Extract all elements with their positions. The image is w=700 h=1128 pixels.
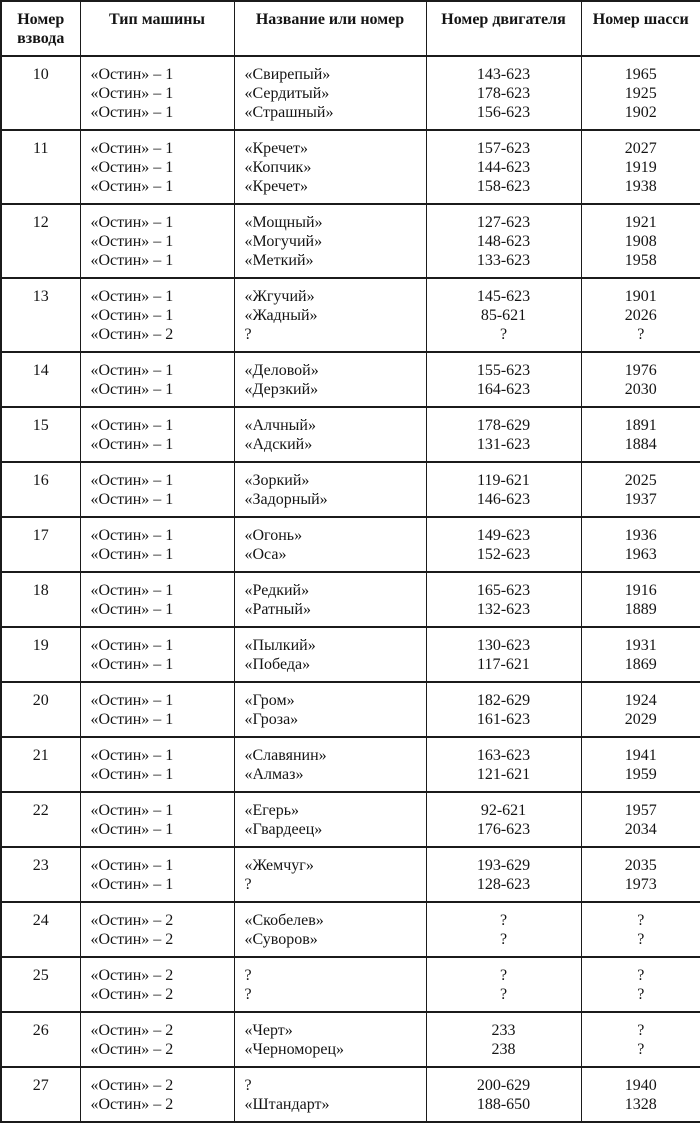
header-engine-number: Номер двигателя — [426, 1, 581, 56]
cell-line: «Остин» – 1 — [90, 692, 174, 709]
cell-line: 161-623 — [476, 711, 531, 728]
header-chassis-number: Номер шасси — [581, 1, 700, 56]
cell-line: 200-629 — [476, 1077, 531, 1094]
cell-line: «Остин» – 1 — [90, 747, 174, 764]
name-or-number-cell — [234, 130, 426, 204]
name-or-number-cell — [234, 957, 426, 1012]
chassis-number-cell — [581, 572, 700, 627]
cell-line: «Кречет» — [244, 140, 309, 157]
cell-line: «Остин» – 1 — [90, 582, 174, 599]
cell-line: «Остин» – 2 — [90, 1077, 174, 1094]
cell-line: «Жгучий» — [244, 288, 315, 305]
cell-line: 2027 — [624, 140, 657, 157]
platoon-number-cell: 22 — [1, 792, 80, 847]
cell-line: «Остин» – 1 — [90, 546, 174, 563]
machine-type-cell — [80, 130, 234, 204]
cell-line: 117-621 — [477, 656, 530, 673]
cell-line: «Остин» – 1 — [90, 288, 174, 305]
chassis-number-cell — [581, 517, 700, 572]
cell-line: 2030 — [624, 381, 657, 398]
engine-number-cell — [426, 957, 581, 1012]
table-row — [1, 407, 700, 462]
cell-line: 1976 — [624, 362, 657, 379]
cell-line: 188-650 — [476, 1096, 531, 1113]
cell-line: 1957 — [624, 802, 657, 819]
cell-line: «Остин» – 1 — [90, 472, 174, 489]
cell-line: «Черноморец» — [244, 1041, 345, 1058]
cell-line: «Копчик» — [244, 159, 312, 176]
cell-line: 1908 — [624, 233, 657, 250]
cell-line: 1869 — [624, 656, 657, 673]
cell-line: 1936 — [624, 527, 657, 544]
name-or-number-cell — [234, 352, 426, 407]
cell-line: 127-623 — [476, 214, 531, 231]
cell-line: 163-623 — [476, 747, 531, 764]
cell-line: 1965 — [624, 66, 657, 83]
cell-line: 152-623 — [476, 546, 531, 563]
name-or-number-cell — [234, 1012, 426, 1067]
cell-line: 1973 — [624, 876, 657, 893]
cell-line: ? — [244, 967, 252, 984]
cell-line: 146-623 — [476, 491, 531, 508]
cell-line: ? — [499, 967, 508, 984]
cell-line: 1889 — [624, 601, 657, 618]
cell-line: «Остин» – 1 — [90, 821, 174, 838]
cell-line: «Остин» – 1 — [90, 656, 174, 673]
table-row — [1, 204, 700, 278]
chassis-number-cell — [581, 56, 700, 130]
engine-number-cell — [426, 130, 581, 204]
cell-line: «Могучий» — [244, 233, 323, 250]
table-row — [1, 278, 700, 352]
cell-line: «Остин» – 1 — [90, 178, 174, 195]
cell-line: «Остин» – 2 — [90, 912, 174, 929]
cell-line: 2029 — [624, 711, 657, 728]
machine-type-cell — [80, 682, 234, 737]
cell-line: 1921 — [624, 214, 657, 231]
cell-line: «Остин» – 2 — [90, 326, 174, 343]
cell-line: «Остин» – 1 — [90, 857, 174, 874]
cell-line: «Победа» — [244, 656, 311, 673]
cell-line: 144-623 — [476, 159, 531, 176]
cell-line: 1963 — [624, 546, 657, 563]
engine-number-cell — [426, 902, 581, 957]
platoon-number-cell: 10 — [1, 56, 80, 130]
cell-line: 131-623 — [476, 436, 531, 453]
chassis-number-cell — [581, 204, 700, 278]
chassis-number-cell — [581, 627, 700, 682]
name-or-number-cell — [234, 572, 426, 627]
platoon-number-cell: 25 — [1, 957, 80, 1012]
cell-line: ? — [499, 931, 508, 948]
cell-line: 119-621 — [477, 472, 530, 489]
cell-line: «Мощный» — [244, 214, 323, 231]
header-row — [1, 1, 700, 56]
cell-line: «Деловой» — [244, 362, 319, 379]
cell-line: 178-623 — [476, 85, 531, 102]
table-row — [1, 957, 700, 1012]
chassis-number-cell — [581, 957, 700, 1012]
platoon-number-cell: 14 — [1, 352, 80, 407]
cell-line: «Остин» – 1 — [90, 491, 174, 508]
cell-line: 2026 — [624, 307, 657, 324]
cell-line: 2025 — [624, 472, 657, 489]
machine-type-cell — [80, 627, 234, 682]
cell-line: «Остин» – 1 — [90, 766, 174, 783]
cell-line: 176-623 — [476, 821, 531, 838]
cell-line: «Адский» — [244, 436, 313, 453]
table-row — [1, 792, 700, 847]
cell-line: ? — [499, 986, 508, 1003]
cell-line: 157-623 — [476, 140, 531, 157]
cell-line: «Гром» — [244, 692, 295, 709]
cell-line: 1938 — [624, 178, 657, 195]
cell-line: «Черт» — [244, 1022, 293, 1039]
cell-line: 1941 — [624, 747, 657, 764]
cell-line: «Пылкий» — [244, 637, 316, 654]
cell-line: ? — [637, 931, 645, 948]
cell-line: 1328 — [624, 1096, 657, 1113]
machine-type-cell — [80, 462, 234, 517]
cell-line: ? — [499, 326, 508, 343]
cell-line: ? — [637, 326, 645, 343]
cell-line: «Гроза» — [244, 711, 299, 728]
table-row — [1, 1067, 700, 1122]
cell-line: «Егерь» — [244, 802, 300, 819]
cell-line: ? — [244, 326, 252, 343]
table-row — [1, 352, 700, 407]
platoon-number-cell: 27 — [1, 1067, 80, 1122]
cell-line: «Остин» – 2 — [90, 1022, 174, 1039]
table-row — [1, 572, 700, 627]
table-row — [1, 737, 700, 792]
cell-line: «Остин» – 1 — [90, 711, 174, 728]
cell-line: 1902 — [624, 104, 657, 121]
engine-number-cell — [426, 737, 581, 792]
machine-type-cell — [80, 957, 234, 1012]
cell-line: «Огонь» — [244, 527, 303, 544]
header-platoon-number: Номер взвода — [1, 1, 80, 56]
chassis-number-cell — [581, 902, 700, 957]
engine-number-cell — [426, 278, 581, 352]
platoon-number-cell: 23 — [1, 847, 80, 902]
cell-line: 158-623 — [476, 178, 531, 195]
table-body — [1, 56, 700, 1122]
name-or-number-cell — [234, 407, 426, 462]
machine-type-cell — [80, 278, 234, 352]
machine-type-cell — [80, 792, 234, 847]
cell-line: «Свирепый» — [244, 66, 331, 83]
chassis-number-cell — [581, 352, 700, 407]
name-or-number-cell — [234, 278, 426, 352]
cell-line: «Остин» – 2 — [90, 986, 174, 1003]
cell-line: «Остин» – 1 — [90, 637, 174, 654]
engine-number-cell — [426, 56, 581, 130]
cell-line: «Остин» – 1 — [90, 876, 174, 893]
platoon-number-cell: 21 — [1, 737, 80, 792]
cell-line: 233 — [491, 1022, 516, 1039]
cell-line: «Остин» – 1 — [90, 417, 174, 434]
machine-type-cell — [80, 407, 234, 462]
cell-line: ? — [244, 876, 252, 893]
cell-line: 85-621 — [480, 307, 527, 324]
cell-line: «Остин» – 1 — [90, 159, 174, 176]
table-row — [1, 682, 700, 737]
cell-line: ? — [637, 967, 645, 984]
cell-line: «Гвардеец» — [244, 821, 323, 838]
cell-line: 1931 — [624, 637, 657, 654]
engine-number-cell — [426, 204, 581, 278]
chassis-number-cell — [581, 792, 700, 847]
cell-line: «Остин» – 1 — [90, 381, 174, 398]
name-or-number-cell — [234, 627, 426, 682]
cell-line: 1919 — [624, 159, 657, 176]
cell-line: 156-623 — [476, 104, 531, 121]
cell-line: 148-623 — [476, 233, 531, 250]
header-machine-type: Тип машины — [80, 1, 234, 56]
cell-line: 155-623 — [476, 362, 531, 379]
cell-line: «Кречет» — [244, 178, 309, 195]
table-row — [1, 627, 700, 682]
cell-line: «Остин» – 1 — [90, 233, 174, 250]
cell-line: «Остин» – 1 — [90, 601, 174, 618]
table-row — [1, 847, 700, 902]
cell-line: 1937 — [624, 491, 657, 508]
platoon-number-cell: 11 — [1, 130, 80, 204]
chassis-number-cell — [581, 407, 700, 462]
cell-line: «Скобелев» — [244, 912, 324, 929]
cell-line: 133-623 — [476, 252, 531, 269]
platoon-number-cell: 15 — [1, 407, 80, 462]
name-or-number-cell — [234, 56, 426, 130]
chassis-number-cell — [581, 1067, 700, 1122]
cell-line: «Остин» – 1 — [90, 802, 174, 819]
cell-line: «Остин» – 1 — [90, 85, 174, 102]
name-or-number-cell — [234, 902, 426, 957]
cell-line: «Суворов» — [244, 931, 318, 948]
table-row — [1, 130, 700, 204]
cell-line: 182-629 — [476, 692, 531, 709]
engine-number-cell — [426, 407, 581, 462]
engine-number-cell — [426, 682, 581, 737]
cell-line: «Алмаз» — [244, 766, 304, 783]
name-or-number-cell — [234, 682, 426, 737]
machine-type-cell — [80, 352, 234, 407]
platoon-number-cell: 20 — [1, 682, 80, 737]
cell-line: «Остин» – 1 — [90, 66, 174, 83]
cell-line: «Редкий» — [244, 582, 310, 599]
name-or-number-cell — [234, 792, 426, 847]
name-or-number-cell — [234, 204, 426, 278]
cell-line: ? — [637, 912, 645, 929]
machine-type-cell — [80, 1012, 234, 1067]
cell-line: 193-629 — [476, 857, 531, 874]
cell-line: «Остин» – 2 — [90, 931, 174, 948]
cell-line: 1884 — [624, 436, 657, 453]
cell-line: 149-623 — [476, 527, 531, 544]
name-or-number-cell — [234, 737, 426, 792]
cell-line: «Алчный» — [244, 417, 316, 434]
machine-type-cell — [80, 56, 234, 130]
table-row — [1, 902, 700, 957]
engine-number-cell — [426, 352, 581, 407]
cell-line: 145-623 — [476, 288, 531, 305]
cell-line: ? — [637, 986, 645, 1003]
cell-line: «Задорный» — [244, 491, 328, 508]
name-or-number-cell — [234, 847, 426, 902]
cell-line: «Сердитый» — [244, 85, 330, 102]
cell-line: 2034 — [624, 821, 657, 838]
machine-type-cell — [80, 902, 234, 957]
table-row — [1, 1012, 700, 1067]
machine-type-cell — [80, 204, 234, 278]
cell-line: ? — [244, 1077, 252, 1094]
cell-line: «Дерзкий» — [244, 381, 319, 398]
machine-type-cell — [80, 1067, 234, 1122]
platoon-number-cell: 12 — [1, 204, 80, 278]
cell-line: «Ратный» — [244, 601, 311, 618]
engine-number-cell — [426, 1067, 581, 1122]
cell-line: ? — [499, 912, 508, 929]
machine-type-cell — [80, 847, 234, 902]
cell-line: «Остин» – 1 — [90, 140, 174, 157]
chassis-number-cell — [581, 682, 700, 737]
cell-line: «Страшный» — [244, 104, 334, 121]
cell-line: 2035 — [624, 857, 657, 874]
cell-line: 92-621 — [480, 802, 527, 819]
platoon-number-cell: 26 — [1, 1012, 80, 1067]
cell-line: «Меткий» — [244, 252, 314, 269]
header-name-or-number: Название или номер — [234, 1, 426, 56]
cell-line: «Штандарт» — [244, 1096, 330, 1113]
chassis-number-cell — [581, 278, 700, 352]
name-or-number-cell — [234, 517, 426, 572]
cell-line: «Жадный» — [244, 307, 318, 324]
platoon-number-cell: 13 — [1, 278, 80, 352]
cell-line: 1901 — [624, 288, 657, 305]
platoon-number-cell: 17 — [1, 517, 80, 572]
cell-line: «Остин» – 2 — [90, 1096, 174, 1113]
cell-line: «Зоркий» — [244, 472, 310, 489]
cell-line: ? — [637, 1022, 645, 1039]
platoon-number-cell: 16 — [1, 462, 80, 517]
cell-line: 130-623 — [476, 637, 531, 654]
cell-line: «Остин» – 1 — [90, 104, 174, 121]
table-row — [1, 462, 700, 517]
cell-line: 132-623 — [476, 601, 531, 618]
cell-line: «Славянин» — [244, 747, 327, 764]
name-or-number-cell — [234, 1067, 426, 1122]
chassis-number-cell — [581, 737, 700, 792]
cell-line: 1940 — [624, 1077, 657, 1094]
cell-line: «Остин» – 1 — [90, 362, 174, 379]
chassis-number-cell — [581, 130, 700, 204]
cell-line: «Остин» – 1 — [90, 214, 174, 231]
cell-line: «Остин» – 2 — [90, 1041, 174, 1058]
machine-type-cell — [80, 737, 234, 792]
cell-line: 128-623 — [476, 876, 531, 893]
engine-number-cell — [426, 517, 581, 572]
cell-line: «Остин» – 1 — [90, 436, 174, 453]
cell-line: 1958 — [624, 252, 657, 269]
table-row — [1, 56, 700, 130]
machine-type-cell — [80, 517, 234, 572]
engine-number-cell — [426, 792, 581, 847]
cell-line: «Остин» – 1 — [90, 307, 174, 324]
engine-number-cell — [426, 627, 581, 682]
cell-line: «Остин» – 2 — [90, 967, 174, 984]
cell-line: 143-623 — [476, 66, 531, 83]
platoon-number-cell: 18 — [1, 572, 80, 627]
name-or-number-cell — [234, 462, 426, 517]
cell-line: 1891 — [624, 417, 657, 434]
cell-line: «Остин» – 1 — [90, 252, 174, 269]
cell-line: 1925 — [624, 85, 657, 102]
chassis-number-cell — [581, 1012, 700, 1067]
cell-line: «Оса» — [244, 546, 287, 563]
chassis-number-cell — [581, 462, 700, 517]
cell-line: «Жемчуг» — [244, 857, 314, 874]
cell-line: «Остин» – 1 — [90, 527, 174, 544]
table-row — [1, 517, 700, 572]
cell-line: 238 — [491, 1041, 516, 1058]
chassis-number-cell — [581, 847, 700, 902]
cell-line: 1924 — [624, 692, 657, 709]
cell-line: 165-623 — [476, 582, 531, 599]
cell-line: 1916 — [624, 582, 657, 599]
engine-number-cell — [426, 462, 581, 517]
cell-line: 121-621 — [476, 766, 531, 783]
machine-type-cell — [80, 572, 234, 627]
cell-line: 178-629 — [476, 417, 531, 434]
cell-line: ? — [637, 1041, 645, 1058]
cell-line: ? — [244, 986, 252, 1003]
cell-line: 164-623 — [476, 381, 531, 398]
engine-number-cell — [426, 572, 581, 627]
platoon-number-cell: 19 — [1, 627, 80, 682]
engine-number-cell — [426, 847, 581, 902]
platoon-number-cell: 24 — [1, 902, 80, 957]
cell-line: 1959 — [624, 766, 657, 783]
engine-number-cell — [426, 1012, 581, 1067]
